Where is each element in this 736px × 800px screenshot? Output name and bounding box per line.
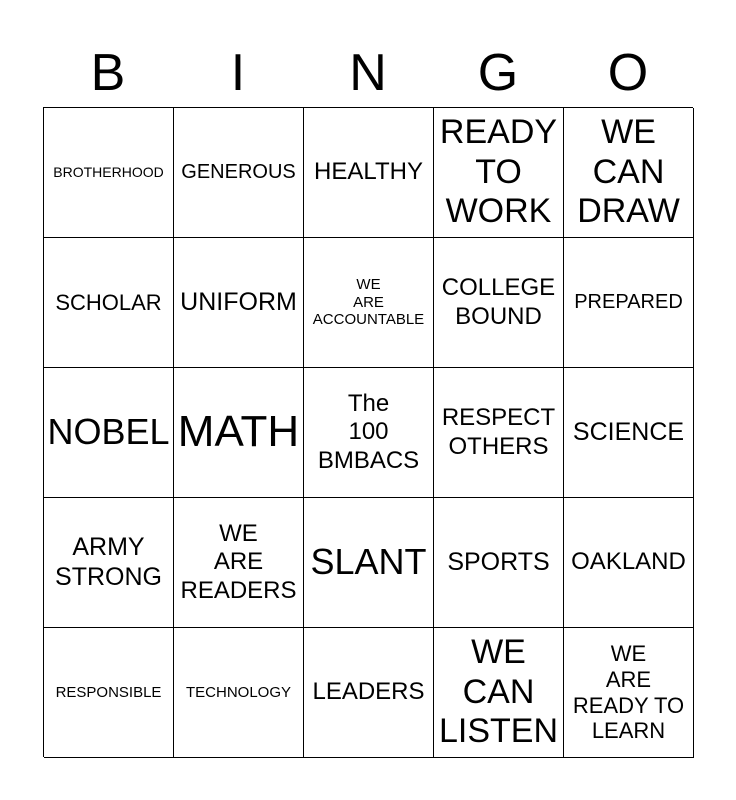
bingo-cell[interactable] <box>564 238 694 368</box>
cell-text: HEALTHY <box>314 158 423 186</box>
cell-text: WE CAN LISTEN <box>438 632 559 751</box>
cell-text: SCHOLAR <box>55 289 162 315</box>
bingo-cell[interactable] <box>304 108 434 238</box>
cell-text: PREPARED <box>574 290 683 313</box>
cell-text: TECHNOLOGY <box>185 683 291 701</box>
bingo-cell[interactable] <box>44 628 174 758</box>
cell-text: SLANT <box>310 541 427 583</box>
bingo-header <box>43 40 693 106</box>
bingo-cell[interactable] <box>434 238 564 368</box>
header-letter-o: O <box>607 44 649 102</box>
bingo-cell[interactable] <box>434 498 564 628</box>
bingo-grid <box>43 107 693 757</box>
bingo-cell[interactable] <box>174 238 304 368</box>
cell-text: RESPECT OTHERS <box>441 404 556 460</box>
bingo-cell[interactable] <box>304 628 434 758</box>
cell-text: The 100 BMBACS <box>317 390 420 474</box>
bingo-cell[interactable] <box>564 498 694 628</box>
cell-text: WE ARE READERS <box>180 520 297 604</box>
header-letter-i: I <box>230 44 246 102</box>
cell-text: READY TO WORK <box>439 112 558 231</box>
bingo-cell[interactable] <box>304 368 434 498</box>
bingo-cell[interactable] <box>44 108 174 238</box>
bingo-cell[interactable] <box>434 368 564 498</box>
bingo-cell[interactable] <box>174 498 304 628</box>
cell-text: MATH <box>177 407 300 457</box>
cell-text: SCIENCE <box>572 417 685 446</box>
bingo-cell[interactable] <box>174 628 304 758</box>
bingo-cell[interactable] <box>434 628 564 758</box>
cell-text: ARMY STRONG <box>55 533 162 591</box>
bingo-cell[interactable] <box>44 238 174 368</box>
bingo-cell[interactable] <box>304 238 434 368</box>
cell-text: COLLEGE BOUND <box>441 274 556 330</box>
bingo-cell[interactable] <box>564 368 694 498</box>
cell-text: RESPONSIBLE <box>55 683 162 701</box>
cell-text: BROTHERHOOD <box>53 164 164 181</box>
header-letter-n: N <box>349 44 387 102</box>
cell-text: OAKLAND <box>571 548 686 576</box>
cell-text: SPORTS <box>447 547 550 576</box>
bingo-cell[interactable] <box>304 498 434 628</box>
cell-text: UNIFORM <box>180 287 297 316</box>
bingo-cell[interactable] <box>44 498 174 628</box>
bingo-cell[interactable] <box>174 108 304 238</box>
bingo-cell[interactable] <box>564 108 694 238</box>
cell-text: WE ARE ACCOUNTABLE <box>312 276 425 329</box>
header-letter-g: G <box>477 44 519 102</box>
cell-text: LEADERS <box>312 678 425 706</box>
cell-text: WE ARE READY TO LEARN <box>572 641 685 744</box>
cell-text: NOBEL <box>47 411 170 453</box>
cell-text: WE CAN DRAW <box>577 112 680 231</box>
bingo-cell[interactable] <box>44 368 174 498</box>
cell-text: GENEROUS <box>181 160 296 183</box>
bingo-cell[interactable] <box>434 108 564 238</box>
bingo-cell[interactable] <box>174 368 304 498</box>
header-letter-b: B <box>90 44 126 102</box>
bingo-cell[interactable] <box>564 628 694 758</box>
